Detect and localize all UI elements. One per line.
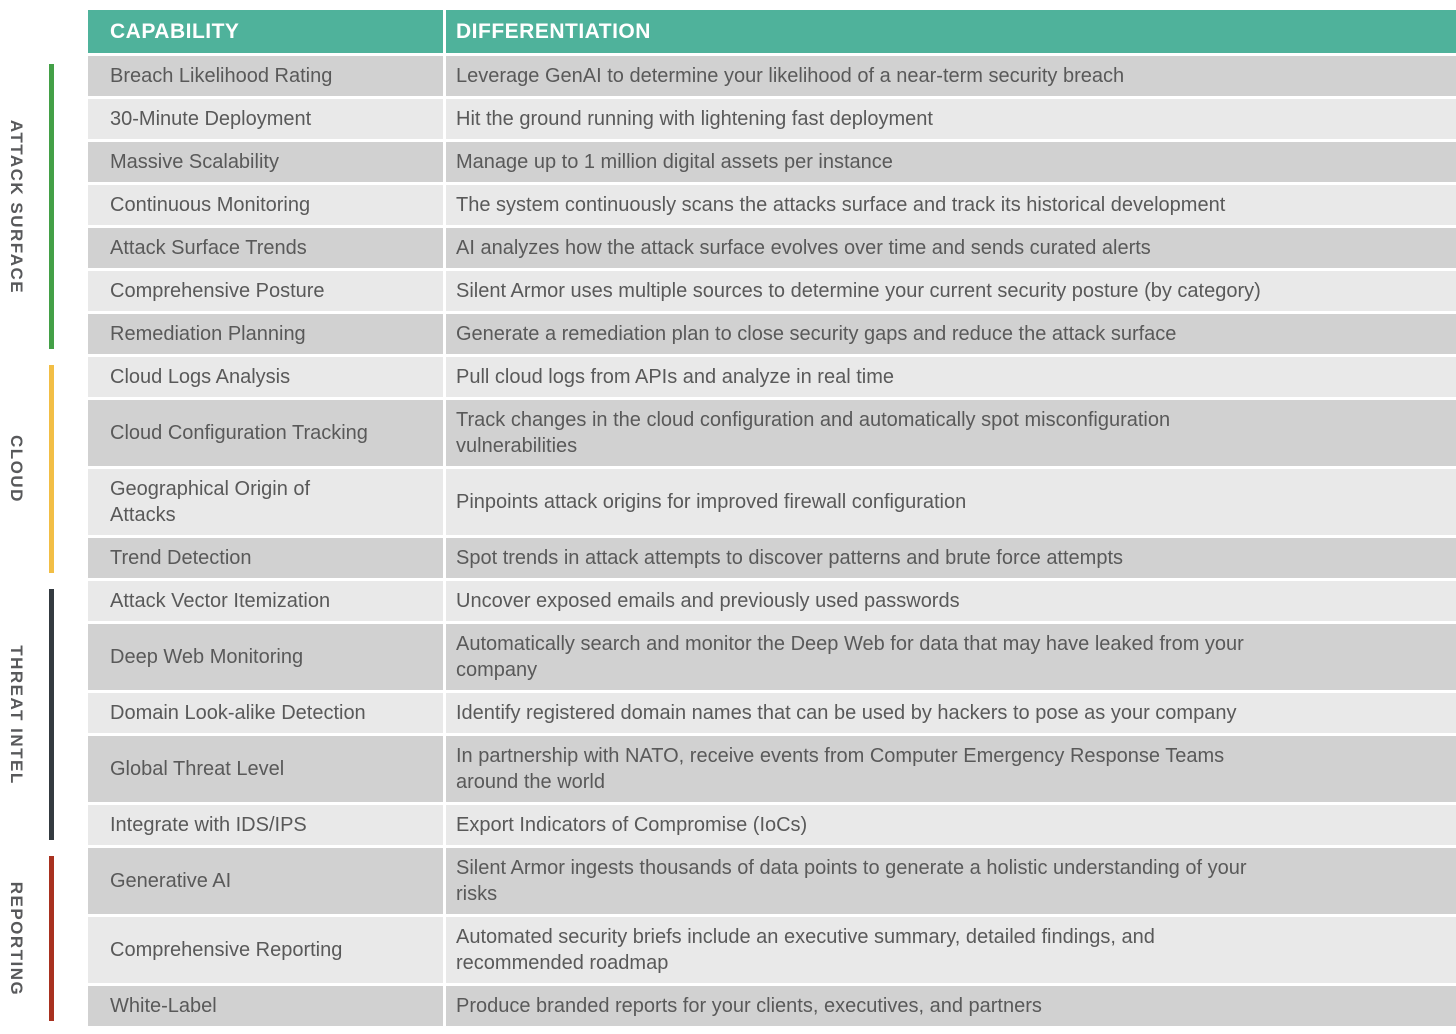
differentiation-cell [446,805,1456,845]
capability-cell [88,581,446,621]
table-row [88,848,1456,914]
capability-text: Continuous Monitoring [110,194,311,216]
group-rows-threat-intel [88,581,1456,848]
table-row [88,228,1456,268]
differentiation-text: Silent Armor ingests thousands of data points to generate a holistic understanding of your risks [456,857,1247,905]
differentiation-text: Identify registered domain names that can be used by hackers to pose as your company [456,702,1237,724]
capability-cell [88,986,446,1026]
differentiation-cell [446,99,1456,139]
table-row [88,99,1456,139]
capability-cell [88,538,446,578]
group-rows-attack-surface [88,56,1456,357]
group-cloud [0,357,1456,581]
differentiation-cell [446,581,1456,621]
table-row [88,805,1456,845]
capability-text: Global Threat Level [110,758,285,780]
capability-cell [88,228,446,268]
capability-text: Attack Surface Trends [110,237,307,259]
group-gutter-attack-surface [0,56,88,357]
group-gutter-reporting [0,848,88,1029]
group-reporting [0,848,1456,1029]
differentiation-cell [446,469,1456,535]
capability-text: Domain Look-alike Detection [110,702,366,724]
table-header-row [88,10,1456,53]
table-row [88,581,1456,621]
group-color-bar-threat-intel [49,589,54,840]
capability-cell [88,848,446,914]
differentiation-cell [446,185,1456,225]
table-body [0,56,1456,1029]
group-rows-reporting [88,848,1456,1029]
table-row [88,400,1456,466]
differentiation-cell [446,986,1456,1026]
capability-cell [88,357,446,397]
differentiation-cell [446,228,1456,268]
group-attack-surface [0,56,1456,357]
capability-cell [88,469,446,535]
differentiation-text: Export Indicators of Compromise (IoCs) [456,814,808,836]
capability-cell [88,693,446,733]
differentiation-column-header: DIFFERENTIATION [446,10,1456,53]
differentiation-cell [446,400,1456,466]
differentiation-text: Automatically search and monitor the Deep Web for data that may have leaked from your company [456,633,1244,681]
table-row [88,469,1456,535]
group-rows-cloud [88,357,1456,581]
table-row [88,56,1456,96]
differentiation-text: Pinpoints attack origins for improved firewall configuration [456,491,967,513]
capability-text: White-Label [110,995,217,1017]
group-color-bar-attack-surface [49,64,54,349]
differentiation-text: Pull cloud logs from APIs and analyze in real time [456,366,894,388]
group-label-threat-intel: THREAT INTEL [7,644,26,785]
capability-text: 30-Minute Deployment [110,108,312,130]
capability-text: Breach Likelihood Rating [110,65,333,87]
differentiation-text: Spot trends in attack attempts to discover patterns and brute force attempts [456,547,1124,569]
table-row [88,357,1456,397]
capability-cell [88,56,446,96]
table-row [88,624,1456,690]
capability-cell [88,917,446,983]
differentiation-cell [446,917,1456,983]
group-label-cloud: CLOUD [7,435,26,503]
group-color-bar-reporting [49,856,54,1021]
capability-cell [88,624,446,690]
capability-cell [88,805,446,845]
table-row [88,986,1456,1026]
table-row [88,917,1456,983]
capability-text: Massive Scalability [110,151,279,173]
table-row [88,314,1456,354]
differentiation-text: Silent Armor uses multiple sources to determine your current security posture (by category) [456,280,1261,302]
differentiation-cell [446,624,1456,690]
differentiation-cell [446,357,1456,397]
capability-text: Geographical Origin of Attacks [110,478,311,526]
differentiation-text: Generate a remediation plan to close security gaps and reduce the attack surface [456,323,1177,345]
capability-text: Integrate with IDS/IPS [110,814,307,836]
capability-text: Cloud Configuration Tracking [110,422,368,444]
capability-text: Remediation Planning [110,323,306,345]
differentiation-cell [446,736,1456,802]
differentiation-cell [446,693,1456,733]
differentiation-cell [446,314,1456,354]
capability-cell [88,736,446,802]
capability-text: Deep Web Monitoring [110,646,304,668]
differentiation-text: In partnership with NATO, receive events from Computer Emergency Response Teams around the world [456,745,1225,793]
differentiation-text: Leverage GenAI to determine your likelihood of a near-term security breach [456,65,1125,87]
table-row [88,142,1456,182]
group-gutter-cloud [0,357,88,581]
group-gutter-threat-intel [0,581,88,848]
table-row [88,736,1456,802]
capability-text: Comprehensive Reporting [110,939,343,961]
capability-text: Attack Vector Itemization [110,590,331,612]
capability-text: Comprehensive Posture [110,280,325,302]
differentiation-cell [446,848,1456,914]
group-label-attack-surface: ATTACK SURFACE [7,119,26,294]
differentiation-text: AI analyzes how the attack surface evolves over time and sends curated alerts [456,237,1151,259]
table-row [88,693,1456,733]
group-label-reporting: REPORTING [7,881,26,996]
capability-cell [88,400,446,466]
differentiation-text: Uncover exposed emails and previously used passwords [456,590,960,612]
differentiation-cell [446,142,1456,182]
capability-cell [88,142,446,182]
capability-cell [88,99,446,139]
differentiation-text: Automated security briefs include an executive summary, detailed findings, and recommended roadmap [456,926,1155,974]
differentiation-text: Track changes in the cloud configuration and automatically spot misconfiguration vulnerabilities [456,409,1171,457]
differentiation-cell [446,56,1456,96]
differentiation-text: Hit the ground running with lightening fast deployment [456,108,933,130]
capability-text: Trend Detection [110,547,252,569]
table-row [88,538,1456,578]
group-color-bar-cloud [49,365,54,573]
capability-column-header: CAPABILITY [88,10,446,53]
group-threat-intel [0,581,1456,848]
capability-cell [88,185,446,225]
capability-text: Generative AI [110,870,232,892]
differentiation-text: The system continuously scans the attacks surface and track its historical development [456,194,1226,216]
capability-cell [88,314,446,354]
differentiation-cell [446,538,1456,578]
differentiation-cell [446,271,1456,311]
table-row [88,185,1456,225]
differentiation-text: Manage up to 1 million digital assets per instance [456,151,893,173]
differentiation-text: Produce branded reports for your clients, executives, and partners [456,995,1042,1017]
capability-text: Cloud Logs Analysis [110,366,291,388]
table-row [88,271,1456,311]
capability-cell [88,271,446,311]
